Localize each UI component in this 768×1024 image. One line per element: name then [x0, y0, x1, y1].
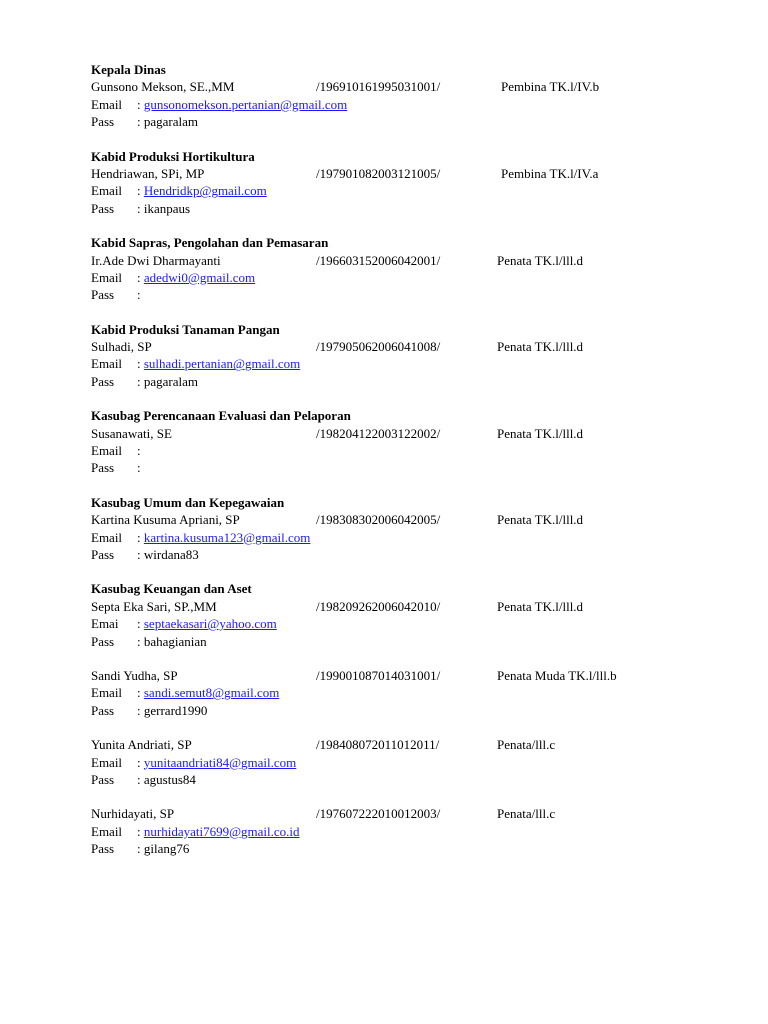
email-link[interactable]: sulhadi.pertanian@gmail.com	[143, 356, 301, 372]
staff-nip: /198408072011012011/	[316, 737, 440, 753]
email-label: Email	[91, 823, 123, 839]
email-row	[91, 269, 731, 286]
staff-name: Sandi Yudha, SP	[91, 667, 178, 683]
colon: :	[137, 754, 144, 770]
staff-info-row	[91, 165, 731, 182]
staff-entry	[91, 736, 731, 788]
pass-label: Pass	[91, 114, 115, 130]
pass-row	[91, 633, 731, 650]
email-label: Email	[91, 356, 123, 372]
pass-label: Pass	[91, 373, 115, 389]
email-row	[91, 529, 731, 546]
staff-rank: Penata/lll.c	[497, 806, 556, 822]
staff-nip: /196603152006042001/	[316, 252, 441, 268]
pass-value: pagaralam	[143, 114, 199, 130]
staff-info-row	[91, 736, 731, 753]
email-row	[91, 442, 731, 459]
document-page	[91, 61, 731, 857]
pass-value: bahagianian	[143, 633, 207, 649]
colon: :	[137, 771, 144, 787]
staff-nip: /198204122003122002/	[316, 425, 441, 441]
pass-value: wirdana83	[143, 546, 199, 562]
staff-info-row	[91, 805, 731, 822]
colon: :	[137, 841, 144, 857]
staff-nip: /197905062006041008/	[316, 339, 441, 355]
email-link[interactable]: nurhidayati7699@gmail.co.id	[143, 823, 300, 839]
email-label: Email	[91, 96, 123, 112]
position-heading: Kepala Dinas	[91, 62, 166, 77]
staff-nip: /197901082003121005/	[316, 165, 441, 181]
staff-name: Susanawati, SE	[91, 425, 172, 441]
staff-entry	[91, 667, 731, 719]
email-link[interactable]: septaekasari@yahoo.com	[143, 616, 277, 632]
staff-name: Hendriawan, SPi, MP	[91, 165, 205, 181]
email-row	[91, 96, 731, 113]
email-link[interactable]: gunsonomekson.pertanian@gmail.com	[143, 96, 348, 112]
staff-name: Nurhidayati, SP	[91, 806, 175, 822]
staff-rank: Penata TK.l/lll.d	[497, 425, 584, 441]
email-label: Email	[91, 529, 123, 545]
staff-rank: Penata Muda TK.l/lll.b	[497, 667, 617, 683]
staff-entry	[91, 805, 731, 857]
colon: :	[137, 96, 144, 112]
pass-value: agustus84	[143, 771, 196, 787]
pass-row	[91, 840, 731, 857]
pass-label: Pass	[91, 200, 115, 216]
staff-rank: Pembina TK.l/IV.b	[501, 79, 600, 95]
staff-name: Yunita Andriati, SP	[91, 737, 192, 753]
colon: :	[137, 373, 144, 389]
pass-row	[91, 113, 731, 130]
position-heading: Kasubag Keuangan dan Aset	[91, 581, 252, 597]
staff-entry	[91, 494, 731, 564]
staff-name: Ir.Ade Dwi Dharmayanti	[91, 252, 221, 268]
position-heading: Kasubag Perencanaan Evaluasi dan Pelaporan	[91, 408, 351, 424]
colon: :	[137, 356, 144, 372]
staff-entry	[91, 234, 731, 304]
colon: :	[137, 114, 144, 130]
staff-entry	[91, 148, 731, 218]
staff-name: Sulhadi, SP	[91, 339, 152, 355]
position-heading: Kabid Produksi Tanaman Pangan	[91, 321, 280, 337]
pass-label: Pass	[91, 460, 115, 476]
colon: :	[137, 616, 144, 632]
pass-row	[91, 459, 731, 476]
pass-value: ikanpaus	[143, 200, 191, 216]
colon: :	[137, 633, 144, 649]
pass-value: pagaralam	[143, 373, 199, 389]
email-link[interactable]: Hendridkp@gmail.com	[143, 183, 267, 199]
colon: :	[137, 685, 144, 701]
email-label: Email	[91, 685, 123, 701]
staff-entry	[91, 580, 731, 650]
staff-name: Kartina Kusuma Apriani, SP	[91, 512, 240, 528]
staff-info-row	[91, 425, 731, 442]
email-row	[91, 684, 731, 701]
email-row	[91, 182, 731, 199]
pass-row	[91, 702, 731, 719]
email-link[interactable]: adedwi0@gmail.com	[143, 269, 256, 285]
email-link[interactable]: kartina.kusuma123@gmail.com	[143, 529, 311, 545]
pass-row	[91, 286, 731, 303]
pass-value: gilang76	[143, 841, 190, 857]
colon: :	[137, 529, 144, 545]
email-link[interactable]: yunitaandriati84@gmail.com	[143, 754, 297, 770]
email-row	[91, 823, 731, 840]
email-row	[91, 355, 731, 372]
staff-nip: /199001087014031001/	[316, 667, 441, 683]
colon: :	[137, 823, 144, 839]
staff-info-row	[91, 338, 731, 355]
email-label: Email	[91, 754, 123, 770]
staff-entry	[91, 407, 731, 477]
colon: :	[137, 702, 144, 718]
email-row	[91, 615, 731, 632]
staff-rank: Penata TK.l/lll.d	[497, 339, 584, 355]
pass-label: Pass	[91, 546, 115, 562]
pass-row	[91, 373, 731, 390]
staff-info-row	[91, 252, 731, 269]
email-link[interactable]: sandi.semut8@gmail.com	[143, 685, 280, 701]
staff-nip: /196910161995031001/	[316, 79, 441, 95]
colon: :	[137, 269, 144, 285]
staff-rank: Pembina TK.l/IV.a	[501, 165, 599, 181]
pass-label: Pass	[91, 702, 115, 718]
email-label: Email	[91, 443, 123, 459]
colon: :	[137, 443, 144, 459]
pass-value: gerrard1990	[143, 702, 208, 718]
staff-info-row	[91, 78, 731, 95]
email-row	[91, 754, 731, 771]
staff-nip: /198308302006042005/	[316, 512, 441, 528]
pass-row	[91, 200, 731, 217]
colon: :	[137, 200, 144, 216]
email-label: Email	[91, 269, 123, 285]
staff-info-row	[91, 598, 731, 615]
position-heading: Kabid Produksi Hortikultura	[91, 148, 255, 164]
staff-entry	[91, 321, 731, 391]
staff-nip: /198209262006042010/	[316, 598, 441, 614]
colon: :	[137, 460, 144, 476]
staff-entry	[91, 61, 731, 131]
pass-label: Pass	[91, 633, 115, 649]
email-label: Email	[91, 183, 123, 199]
pass-label: Pass	[91, 771, 115, 787]
colon: :	[137, 183, 144, 199]
staff-rank: Penata/lll.c	[497, 737, 556, 753]
email-label: Emai	[91, 616, 119, 632]
staff-name: Gunsono Mekson, SE.,MM	[91, 79, 235, 95]
pass-label: Pass	[91, 841, 115, 857]
staff-rank: Penata TK.l/lll.d	[497, 252, 584, 268]
staff-name: Septa Eka Sari, SP.,MM	[91, 598, 217, 614]
colon: :	[137, 546, 144, 562]
staff-info-row	[91, 667, 731, 684]
pass-label: Pass	[91, 287, 115, 303]
staff-rank: Penata TK.l/lll.d	[497, 598, 584, 614]
staff-nip: /197607222010012003/	[316, 806, 441, 822]
colon: :	[137, 287, 144, 303]
position-heading: Kasubag Umum dan Kepegawaian	[91, 494, 285, 510]
position-heading: Kabid Sapras, Pengolahan dan Pemasaran	[91, 235, 329, 251]
staff-info-row	[91, 511, 731, 528]
pass-row	[91, 771, 731, 788]
pass-row	[91, 546, 731, 563]
staff-rank: Penata TK.l/lll.d	[497, 512, 584, 528]
